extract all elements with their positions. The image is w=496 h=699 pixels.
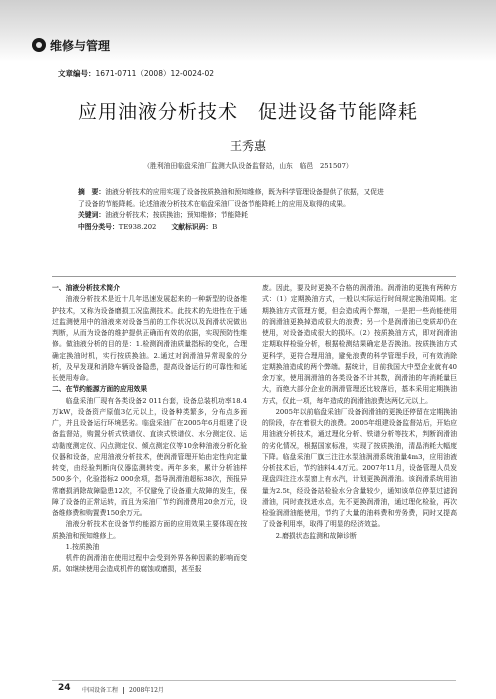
abstract-text-1: 油液分析技术的应用实现了设备按质换油和预知维修，既为科学管理设备提供了依据，又促进 [105,188,384,196]
classification-line [78,222,458,234]
footer-divider [52,680,456,681]
paragraph-effects: 临盘采油厂现有各类设备2 011台套，设备总装机功率18.4万kW，设备资产原值3亿元以上，设备种类繁多，分布点多面广，并且设备运行环境恶劣。临盘采油厂在2005年6月组建了设备监督站，购置分析式铁谱仪、直读式铁谱仪、水分测定仪、运动黏度测定仪、闪点测定仪、倾点测定仪等10余种油液分析化验仪器和设备，应用油液分析技术，使润滑管理开始由定性向定量转变，由经验判断向仪器监测转变。两年多来，累计分析油样500多个，化验指标2 000余项，指导润滑油超标38次，预报异常磨损消除故障隐患12次，不仅避免了设备重大故障的发生，保障了设备的正常运转，而且为采油厂节约润滑费用20余万元，设备维修费和购置费150余万元。 [52,396,247,517]
keywords-label: 关键词： [78,211,106,219]
page-number: 24 [58,683,71,693]
keywords: 油液分析技术；按质换油；预知维修；节能降耗 [105,211,248,219]
paragraph-intro: 油液分析技术是近十几年迅速发展起来的一种新型的设备维护技术，又称为设备磨损工况监测技术。此技术的先进性在于通过监测使用中的油液来对设备当前的工作状况以及润滑状况做出判断，从而为设备的维护提供正确而有效的依据，实现预防性维修。做油液分析的目的是：1.检测润滑油质量指标的变化，合理确定换油时机，实行按质换油。2.通过对润滑油异常现象的分析，及早发现和消除车辆设备隐患，提高设备运行的可靠性和延长使用寿命。 [52,295,247,382]
article-number-value: 1671-0711（2008）12-0024-02 [95,69,215,78]
paragraph-oil-change-continued: 废。因此，要及时更换不合格的润滑油。润滑油的更换有两种方式：（1）定期换油方式，一般以实际运行时间规定换油周期。定期换油方式管理方便，但会造成两个弊端，一是把一些尚能使用的润滑油更换掉造成很大的浪费；另一个是润滑油已变质却仍在使用，对设备造成很大的损坏。（2）按质换油方式，即对润滑油定期取样检验分析，根据检测结果确定是否换油。按质换油方式更科学，更符合理用油，避免浪费的科学管理手段，可有效消除定期换油造成的两个弊端。据统计，目前我国大中型企业就有40余万家，使用润滑油的各类设备不计其数，润滑油的年消耗量巨大，而绝大部分企业的润滑管理还比较落后，基本采用定期换油方式，仅此一项，每年造成的润滑油浪费达两亿元以上。 [262,284,457,405]
abstract-line-1 [78,187,458,199]
author: 王秀惠 [229,139,266,153]
issue-date: 2008年12月 [129,687,164,694]
article-number-label: 文章编号： [58,69,96,78]
heading-effects: 二、在节约能源方面的应用效果 [52,385,148,394]
subheading-wear-monitoring: 2.磨损状态监测和故障诊断 [275,531,357,540]
affiliation: （胜利油田临盘采油厂监测大队设备监督站，山东 临邑 251507） [143,162,353,170]
right-column [262,283,457,542]
section-label: 维修与管理 [50,39,111,53]
footer-separator [123,687,124,694]
journal-info [82,685,164,694]
abstract-block [78,187,458,233]
abstract-label: 摘 要： [78,188,106,196]
doc-code-label: 文献标识码： [171,222,213,231]
clc-value: TE938.202 [118,222,157,231]
left-column [52,283,247,576]
paragraph-case-study: 2005年以前临盘采油厂设备润滑油的更换还停留在定期换油的阶段，存在着很大的浪费。2005年组建设备监督站后，开始应用油液分析技术，通过理化分析、铁谱分析等技术，判断润滑油的劣化情况，根据国家标准，实现了按质换油，清晶消耗大幅度下降。临盘采油厂旗三注注水泵油润滑系统油量4m3，应用油液分析技术后，节约油料4.4万元。2007年11月，设备管理人员发现盘四注注水泵窗上有水汽，计划更换润滑油。该润滑系统用油量为2.5t，经设备站检验水分含量较少，通知该单位停泵过滤润滑油，同时查找进水点，先不更换润滑油，通过理化检验，再次检验润滑油能使用，节约了大量的油料费和劳务费，同时又提高了设备利用率，取得了明显的经济效益。 [262,407,457,529]
keywords-line [78,210,458,222]
subheading-quality-oil-change: 1.按质换油 [65,542,100,551]
journal-name: 中国设备工程 [82,687,119,694]
article-title: 应用油液分析技术 促进设备节能降耗 [77,101,418,123]
clc-label: 中图分类号： [78,222,119,231]
article-number [58,68,214,79]
paragraph-oil-change: 机件的润滑油在使用过程中会受到外界各种因素的影响而变质。如继续使用会造成机件的腐蚀或磨损，甚至报 [52,554,247,574]
doc-code-value: B [212,222,218,231]
abstract-divider [52,276,456,277]
abstract-line-2: 了设备的节能降耗。论述油液分析技术在临盘采油厂设备节能降耗上的应用及取得的成果。 [78,199,350,208]
section-logo-icon [32,38,46,52]
heading-intro: 一、油液分析技术简介 [52,284,120,292]
paragraph-summary: 油液分析技术在设备节约能源方面的应用效果主要体现在按质换油和预知维修上。 [52,520,247,540]
